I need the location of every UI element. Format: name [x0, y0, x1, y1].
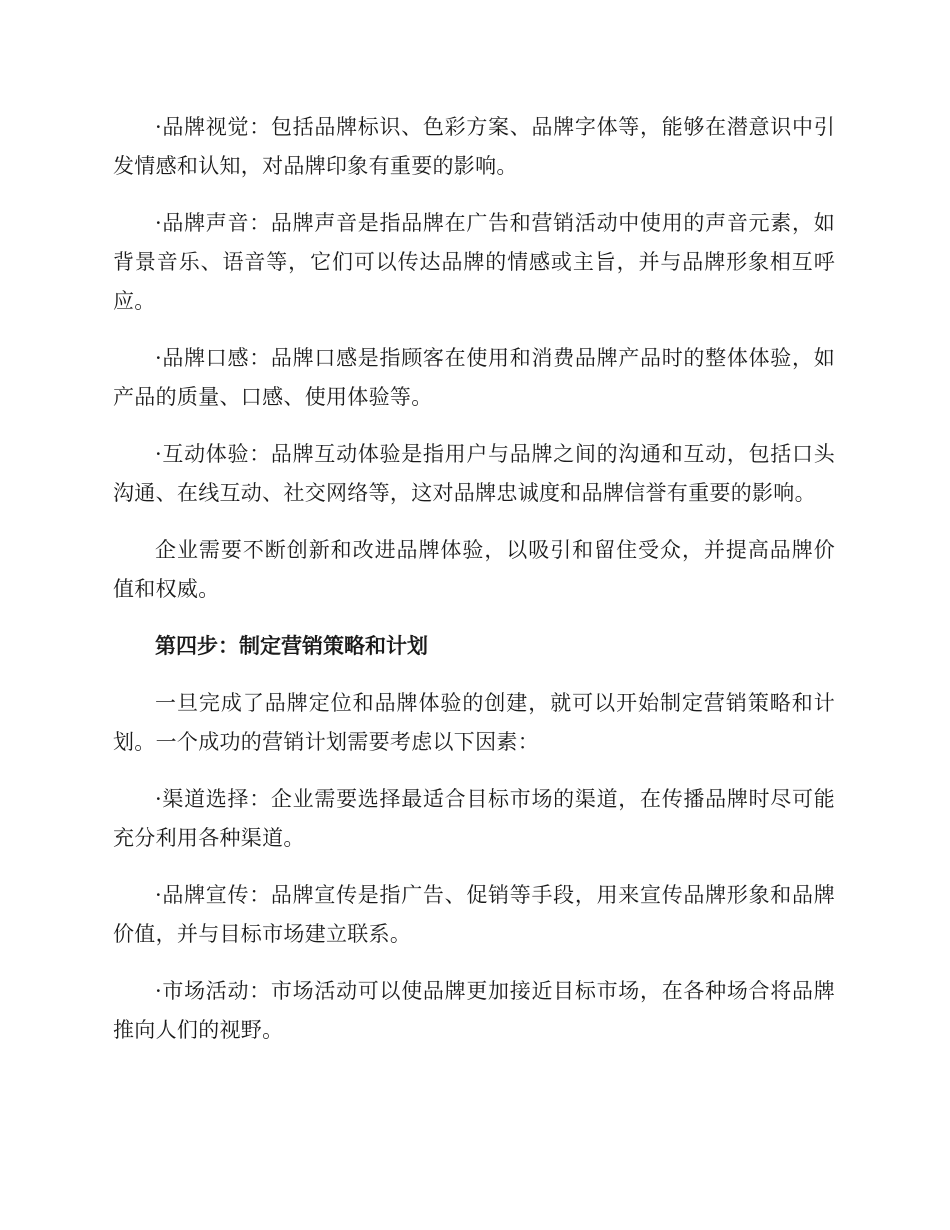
- summary-paragraph: 企业需要不断创新和改进品牌体验，以吸引和留住受众，并提高品牌价值和权威。: [113, 538, 835, 601]
- section-heading: 第四步：制定营销策略和计划: [155, 634, 428, 658]
- bullet-brand-visual: ·品牌视觉：包括品牌标识、色彩方案、品牌字体等，能够在潜意识中引发情感和认知，对品牌印象有重要的影响。: [113, 115, 835, 178]
- bullet-market-activities: ·市场活动：市场活动可以使品牌更加接近目标市场，在各种场合将品牌推向人们的视野。: [113, 979, 835, 1042]
- bullet-brand-promotion: ·品牌宣传：品牌宣传是指广告、促销等手段，用来宣传品牌形象和品牌价值，并与目标市场建立联系。: [113, 883, 835, 946]
- intro-paragraph: 一旦完成了品牌定位和品牌体验的创建，就可以开始制定营销策略和计划。一个成功的营销计划需要考虑以下因素：: [113, 691, 835, 754]
- bullet-brand-taste: ·品牌口感：品牌口感是指顾客在使用和消费品牌产品时的整体体验，如产品的质量、口感、使用体验等。: [113, 346, 835, 409]
- bullet-channel-selection: ·渠道选择：企业需要选择最适合目标市场的渠道，在传播品牌时尽可能充分利用各种渠道。: [113, 787, 835, 850]
- document-page: [113, 108, 835, 1068]
- bullet-interactive-experience: ·互动体验：品牌互动体验是指用户与品牌之间的沟通和互动，包括口头沟通、在线互动、社交网络等，这对品牌忠诚度和品牌信誉有重要的影响。: [113, 442, 835, 505]
- bullet-brand-sound: ·品牌声音：品牌声音是指品牌在广告和营销活动中使用的声音元素，如背景音乐、语音等，它们可以传达品牌的情感或主旨，并与品牌形象相互呼应。: [113, 211, 835, 313]
